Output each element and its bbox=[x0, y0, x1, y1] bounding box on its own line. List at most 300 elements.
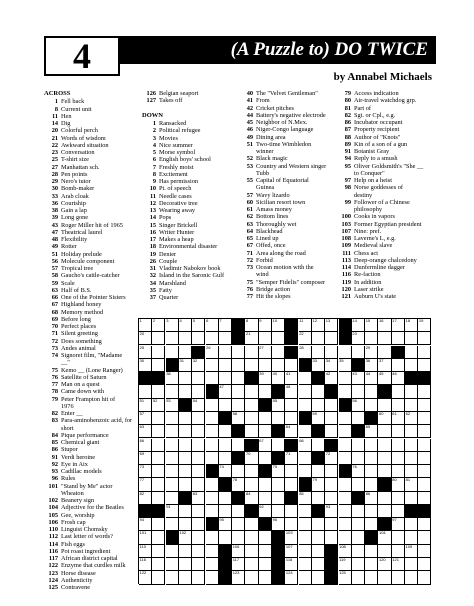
grid-cell[interactable] bbox=[378, 452, 391, 465]
grid-cell[interactable] bbox=[166, 372, 179, 385]
grid-cell[interactable] bbox=[152, 465, 165, 478]
grid-cell[interactable] bbox=[299, 346, 312, 359]
grid-cell[interactable] bbox=[299, 571, 312, 584]
grid-cell[interactable] bbox=[152, 346, 165, 359]
grid-cell[interactable] bbox=[179, 439, 192, 452]
grid-cell[interactable] bbox=[272, 505, 285, 518]
grid-cell[interactable] bbox=[232, 359, 245, 372]
grid-cell[interactable] bbox=[392, 385, 405, 398]
grid-cell[interactable] bbox=[219, 346, 232, 359]
grid-cell[interactable] bbox=[259, 346, 272, 359]
grid-cell[interactable] bbox=[365, 425, 378, 438]
grid-cell[interactable] bbox=[139, 359, 152, 372]
grid-cell[interactable] bbox=[139, 332, 152, 345]
grid-cell[interactable] bbox=[418, 425, 431, 438]
grid-cell[interactable] bbox=[206, 492, 219, 505]
grid-cell[interactable] bbox=[152, 399, 165, 412]
grid-cell[interactable] bbox=[206, 318, 222, 332]
grid-cell[interactable] bbox=[299, 385, 312, 398]
grid-cell[interactable] bbox=[418, 412, 431, 425]
grid-cell[interactable] bbox=[166, 425, 179, 438]
grid-cell[interactable] bbox=[325, 425, 338, 438]
grid-cell[interactable] bbox=[365, 332, 378, 345]
grid-cell[interactable] bbox=[299, 531, 312, 544]
grid-cell[interactable] bbox=[392, 465, 405, 478]
grid-cell[interactable] bbox=[405, 465, 418, 478]
grid-cell[interactable] bbox=[192, 478, 205, 491]
grid-cell[interactable] bbox=[272, 372, 285, 385]
grid-cell[interactable] bbox=[392, 558, 405, 571]
grid-cell[interactable] bbox=[272, 518, 285, 531]
grid-cell[interactable] bbox=[219, 439, 232, 452]
grid-cell[interactable] bbox=[405, 319, 418, 332]
grid-cell[interactable] bbox=[378, 359, 391, 372]
grid-cell[interactable] bbox=[312, 518, 325, 531]
grid-cell[interactable] bbox=[405, 425, 418, 438]
grid-cell[interactable] bbox=[206, 452, 219, 465]
grid-cell[interactable] bbox=[312, 412, 325, 425]
grid-cell[interactable] bbox=[285, 359, 298, 372]
grid-cell[interactable] bbox=[166, 452, 179, 465]
grid-cell[interactable] bbox=[405, 478, 418, 491]
grid-cell[interactable] bbox=[325, 465, 338, 478]
grid-cell[interactable] bbox=[392, 439, 405, 452]
grid-cell[interactable] bbox=[378, 372, 391, 385]
grid-cell[interactable] bbox=[192, 439, 205, 452]
grid-cell[interactable] bbox=[152, 571, 165, 584]
grid-cell[interactable] bbox=[206, 332, 219, 345]
grid-cell[interactable] bbox=[325, 452, 338, 465]
grid-cell[interactable] bbox=[339, 385, 352, 398]
grid-cell[interactable] bbox=[365, 518, 378, 531]
grid-cell[interactable] bbox=[166, 492, 179, 505]
grid-cell[interactable] bbox=[418, 385, 431, 398]
grid-cell[interactable] bbox=[232, 545, 245, 558]
grid-cell[interactable] bbox=[166, 318, 182, 332]
grid-cell[interactable] bbox=[272, 465, 285, 478]
grid-cell[interactable] bbox=[378, 545, 391, 558]
grid-cell[interactable] bbox=[192, 332, 205, 345]
grid-cell[interactable] bbox=[392, 571, 405, 584]
grid-cell[interactable] bbox=[206, 412, 219, 425]
grid-cell[interactable] bbox=[259, 412, 272, 425]
grid-cell[interactable] bbox=[152, 492, 165, 505]
grid-cell[interactable] bbox=[245, 412, 258, 425]
grid-cell[interactable] bbox=[285, 425, 298, 438]
grid-cell[interactable] bbox=[312, 346, 325, 359]
grid-cell[interactable] bbox=[312, 558, 325, 571]
grid-cell[interactable] bbox=[325, 492, 338, 505]
grid-cell[interactable] bbox=[299, 425, 312, 438]
grid-cell[interactable] bbox=[245, 452, 258, 465]
grid-cell[interactable] bbox=[152, 452, 165, 465]
grid-cell[interactable] bbox=[299, 439, 312, 452]
grid-cell[interactable] bbox=[179, 571, 192, 584]
grid-cell[interactable] bbox=[312, 478, 325, 491]
grid-cell[interactable] bbox=[152, 545, 165, 558]
grid-cell[interactable] bbox=[219, 372, 232, 385]
grid-cell[interactable] bbox=[179, 359, 192, 372]
grid-cell[interactable] bbox=[365, 571, 378, 584]
grid-cell[interactable] bbox=[219, 492, 232, 505]
grid-cell[interactable] bbox=[339, 412, 352, 425]
grid-cell[interactable] bbox=[312, 545, 325, 558]
grid-cell[interactable] bbox=[312, 399, 325, 412]
grid-cell[interactable] bbox=[139, 439, 152, 452]
grid-cell[interactable] bbox=[312, 531, 325, 544]
grid-cell[interactable] bbox=[192, 385, 205, 398]
grid-cell[interactable] bbox=[285, 558, 298, 571]
grid-cell[interactable] bbox=[418, 439, 431, 452]
grid-cell[interactable] bbox=[418, 492, 431, 505]
grid-cell[interactable] bbox=[259, 425, 272, 438]
grid-cell[interactable] bbox=[152, 558, 165, 571]
grid-cell[interactable] bbox=[325, 478, 338, 491]
grid-cell[interactable] bbox=[179, 558, 192, 571]
grid-cell[interactable] bbox=[378, 399, 391, 412]
grid-cell[interactable] bbox=[192, 452, 205, 465]
grid-cell[interactable] bbox=[272, 412, 285, 425]
grid-cell[interactable] bbox=[392, 425, 405, 438]
grid-cell[interactable] bbox=[312, 439, 325, 452]
grid-cell[interactable] bbox=[179, 505, 192, 518]
grid-cell[interactable] bbox=[152, 439, 165, 452]
grid-cell[interactable] bbox=[259, 545, 272, 558]
grid-cell[interactable] bbox=[192, 412, 205, 425]
grid-cell[interactable] bbox=[339, 518, 352, 531]
grid-cell[interactable] bbox=[272, 439, 285, 452]
grid-cell[interactable] bbox=[405, 359, 418, 372]
grid-cell[interactable] bbox=[166, 478, 179, 491]
grid-cell[interactable] bbox=[392, 319, 405, 332]
grid-cell[interactable] bbox=[139, 425, 152, 438]
grid-cell[interactable] bbox=[206, 571, 219, 584]
grid-cell[interactable] bbox=[166, 571, 179, 584]
grid-cell[interactable] bbox=[365, 558, 378, 571]
grid-cell[interactable] bbox=[219, 425, 232, 438]
grid-cell[interactable] bbox=[192, 518, 205, 531]
grid-cell[interactable] bbox=[219, 359, 232, 372]
grid-cell[interactable] bbox=[352, 439, 365, 452]
grid-cell[interactable] bbox=[418, 558, 431, 571]
grid-cell[interactable] bbox=[352, 465, 365, 478]
grid-cell[interactable] bbox=[405, 545, 418, 558]
grid-cell[interactable] bbox=[299, 399, 312, 412]
grid-cell[interactable] bbox=[312, 492, 325, 505]
grid-cell[interactable] bbox=[232, 465, 245, 478]
grid-cell[interactable] bbox=[232, 346, 245, 359]
grid-cell[interactable] bbox=[232, 505, 245, 518]
grid-cell[interactable] bbox=[378, 558, 391, 571]
grid-cell[interactable] bbox=[219, 518, 232, 531]
grid-cell[interactable] bbox=[245, 319, 258, 332]
grid-cell[interactable] bbox=[206, 478, 219, 491]
grid-cell[interactable] bbox=[272, 332, 285, 345]
grid-cell[interactable] bbox=[245, 359, 258, 372]
grid-cell[interactable] bbox=[272, 359, 285, 372]
grid-cell[interactable] bbox=[219, 319, 232, 332]
grid-cell[interactable] bbox=[192, 571, 205, 584]
grid-cell[interactable] bbox=[206, 346, 219, 359]
grid-cell[interactable] bbox=[259, 492, 272, 505]
grid-cell[interactable] bbox=[405, 492, 418, 505]
grid-cell[interactable] bbox=[352, 545, 365, 558]
grid-cell[interactable] bbox=[405, 346, 418, 359]
grid-cell[interactable] bbox=[378, 465, 391, 478]
grid-cell[interactable] bbox=[152, 478, 165, 491]
grid-cell[interactable] bbox=[139, 385, 152, 398]
grid-cell[interactable] bbox=[192, 505, 205, 518]
grid-cell[interactable] bbox=[352, 399, 365, 412]
grid-cell[interactable] bbox=[299, 465, 312, 478]
grid-cell[interactable] bbox=[206, 558, 219, 571]
grid-cell[interactable] bbox=[179, 478, 192, 491]
grid-cell[interactable] bbox=[339, 452, 352, 465]
grid-cell[interactable] bbox=[206, 372, 219, 385]
grid-cell[interactable] bbox=[192, 492, 205, 505]
grid-cell[interactable] bbox=[139, 518, 152, 531]
grid-cell[interactable] bbox=[179, 425, 192, 438]
grid-cell[interactable] bbox=[312, 359, 325, 372]
grid-cell[interactable] bbox=[166, 439, 179, 452]
grid-cell[interactable] bbox=[418, 531, 431, 544]
grid-cell[interactable] bbox=[245, 531, 258, 544]
grid-cell[interactable] bbox=[259, 372, 272, 385]
grid-cell[interactable] bbox=[405, 518, 418, 531]
grid-cell[interactable] bbox=[206, 399, 219, 412]
grid-cell[interactable] bbox=[339, 359, 352, 372]
grid-cell[interactable] bbox=[378, 531, 391, 544]
grid-cell[interactable] bbox=[206, 439, 219, 452]
grid-cell[interactable] bbox=[405, 571, 418, 584]
grid-cell[interactable] bbox=[365, 465, 378, 478]
grid-cell[interactable] bbox=[152, 332, 165, 345]
grid-cell[interactable] bbox=[245, 571, 258, 584]
grid-cell[interactable] bbox=[179, 531, 192, 544]
grid-cell[interactable] bbox=[179, 372, 192, 385]
grid-cell[interactable] bbox=[285, 478, 298, 491]
grid-cell[interactable] bbox=[272, 399, 285, 412]
grid-cell[interactable] bbox=[139, 399, 152, 412]
grid-cell[interactable] bbox=[352, 518, 365, 531]
grid-cell[interactable] bbox=[152, 385, 165, 398]
grid-cell[interactable] bbox=[325, 332, 338, 345]
grid-cell[interactable] bbox=[325, 531, 338, 544]
grid-cell[interactable] bbox=[325, 505, 338, 518]
grid-cell[interactable] bbox=[365, 545, 378, 558]
grid-cell[interactable] bbox=[285, 571, 298, 584]
grid-cell[interactable] bbox=[139, 478, 152, 491]
grid-cell[interactable] bbox=[259, 505, 272, 518]
grid-cell[interactable] bbox=[285, 505, 298, 518]
grid-cell[interactable] bbox=[245, 399, 258, 412]
grid-cell[interactable] bbox=[378, 439, 391, 452]
grid-cell[interactable] bbox=[219, 531, 232, 544]
grid-cell[interactable] bbox=[232, 412, 245, 425]
grid-cell[interactable] bbox=[192, 319, 205, 332]
grid-cell[interactable] bbox=[206, 425, 219, 438]
grid-cell[interactable] bbox=[232, 385, 245, 398]
grid-cell[interactable] bbox=[325, 518, 338, 531]
grid-cell[interactable] bbox=[232, 372, 245, 385]
grid-cell[interactable] bbox=[378, 425, 391, 438]
grid-cell[interactable] bbox=[152, 359, 165, 372]
grid-cell[interactable] bbox=[405, 399, 418, 412]
grid-cell[interactable] bbox=[392, 518, 405, 531]
grid-cell[interactable] bbox=[139, 492, 152, 505]
grid-cell[interactable] bbox=[179, 319, 192, 332]
grid-cell[interactable] bbox=[192, 425, 205, 438]
grid-cell[interactable] bbox=[259, 452, 272, 465]
grid-cell[interactable] bbox=[378, 571, 391, 584]
grid-cell[interactable] bbox=[152, 518, 165, 531]
grid-cell[interactable] bbox=[392, 478, 405, 491]
grid-cell[interactable] bbox=[139, 545, 152, 558]
grid-cell[interactable] bbox=[206, 531, 219, 544]
grid-cell[interactable] bbox=[245, 346, 258, 359]
grid-cell[interactable] bbox=[285, 531, 298, 544]
grid-cell[interactable] bbox=[166, 385, 179, 398]
grid-cell[interactable] bbox=[139, 571, 152, 584]
grid-cell[interactable] bbox=[259, 531, 272, 544]
grid-cell[interactable] bbox=[418, 465, 431, 478]
grid-cell[interactable] bbox=[392, 332, 405, 345]
grid-cell[interactable] bbox=[299, 558, 312, 571]
grid-cell[interactable] bbox=[259, 478, 272, 491]
grid-cell[interactable] bbox=[139, 558, 152, 571]
grid-cell[interactable] bbox=[325, 319, 338, 332]
grid-cell[interactable] bbox=[378, 505, 391, 518]
grid-cell[interactable] bbox=[365, 478, 378, 491]
grid-cell[interactable] bbox=[325, 412, 338, 425]
grid-cell[interactable] bbox=[365, 319, 378, 332]
grid-cell[interactable] bbox=[352, 452, 365, 465]
grid-cell[interactable] bbox=[378, 346, 391, 359]
grid-cell[interactable] bbox=[219, 399, 232, 412]
grid-cell[interactable] bbox=[179, 452, 192, 465]
grid-cell[interactable] bbox=[365, 505, 378, 518]
grid-cell[interactable] bbox=[179, 346, 192, 359]
grid-cell[interactable] bbox=[245, 465, 258, 478]
grid-cell[interactable] bbox=[179, 412, 192, 425]
grid-cell[interactable] bbox=[418, 399, 431, 412]
grid-cell[interactable] bbox=[392, 372, 405, 385]
grid-cell[interactable] bbox=[192, 372, 205, 385]
grid-cell[interactable] bbox=[352, 332, 365, 345]
grid-cell[interactable] bbox=[285, 412, 298, 425]
grid-cell[interactable] bbox=[352, 319, 365, 332]
grid-cell[interactable] bbox=[339, 439, 352, 452]
grid-cell[interactable] bbox=[272, 319, 285, 332]
grid-cell[interactable] bbox=[352, 412, 365, 425]
grid-cell[interactable] bbox=[405, 531, 418, 544]
grid-cell[interactable] bbox=[206, 545, 219, 558]
grid-cell[interactable] bbox=[365, 492, 378, 505]
grid-cell[interactable] bbox=[392, 412, 405, 425]
grid-cell[interactable] bbox=[312, 385, 325, 398]
grid-cell[interactable] bbox=[192, 359, 205, 372]
grid-cell[interactable] bbox=[245, 385, 258, 398]
grid-cell[interactable] bbox=[378, 319, 391, 332]
grid-cell[interactable] bbox=[352, 346, 365, 359]
grid-cell[interactable] bbox=[139, 452, 152, 465]
grid-cell[interactable] bbox=[206, 505, 219, 518]
grid-cell[interactable] bbox=[179, 465, 192, 478]
grid-cell[interactable] bbox=[219, 505, 232, 518]
grid-cell[interactable] bbox=[285, 545, 298, 558]
grid-cell[interactable] bbox=[232, 518, 245, 531]
grid-cell[interactable] bbox=[166, 558, 179, 571]
grid-cell[interactable] bbox=[299, 545, 312, 558]
grid-cell[interactable] bbox=[299, 332, 312, 345]
grid-cell[interactable] bbox=[245, 545, 258, 558]
grid-cell[interactable] bbox=[152, 412, 165, 425]
grid-cell[interactable] bbox=[272, 478, 285, 491]
grid-cell[interactable] bbox=[352, 478, 365, 491]
grid-cell[interactable] bbox=[179, 518, 192, 531]
grid-cell[interactable] bbox=[339, 505, 352, 518]
grid-cell[interactable] bbox=[245, 425, 258, 438]
grid-cell[interactable] bbox=[405, 558, 418, 571]
grid-cell[interactable] bbox=[272, 492, 285, 505]
grid-cell[interactable] bbox=[232, 531, 245, 544]
grid-cell[interactable] bbox=[339, 372, 352, 385]
grid-cell[interactable] bbox=[192, 531, 205, 544]
grid-cell[interactable] bbox=[259, 439, 272, 452]
grid-cell[interactable] bbox=[392, 452, 405, 465]
grid-cell[interactable] bbox=[285, 385, 298, 398]
grid-cell[interactable] bbox=[179, 545, 192, 558]
grid-cell[interactable] bbox=[352, 505, 365, 518]
grid-cell[interactable] bbox=[405, 439, 418, 452]
grid-cell[interactable] bbox=[192, 558, 205, 571]
grid-cell[interactable] bbox=[339, 558, 352, 571]
grid-cell[interactable] bbox=[166, 399, 179, 412]
grid-cell[interactable] bbox=[192, 545, 205, 558]
grid-cell[interactable] bbox=[139, 346, 152, 359]
grid-cell[interactable] bbox=[152, 531, 165, 544]
grid-cell[interactable] bbox=[352, 558, 365, 571]
grid-cell[interactable] bbox=[405, 452, 418, 465]
grid-cell[interactable] bbox=[378, 412, 391, 425]
grid-cell[interactable] bbox=[299, 372, 312, 385]
grid-cell[interactable] bbox=[299, 518, 312, 531]
grid-cell[interactable] bbox=[352, 571, 365, 584]
grid-cell[interactable] bbox=[285, 518, 298, 531]
grid-cell[interactable] bbox=[232, 399, 245, 412]
grid-cell[interactable] bbox=[365, 385, 378, 398]
grid-cell[interactable] bbox=[192, 465, 205, 478]
grid-cell[interactable] bbox=[232, 571, 245, 584]
grid-cell[interactable] bbox=[259, 571, 272, 584]
grid-cell[interactable] bbox=[272, 346, 285, 359]
grid-cell[interactable] bbox=[365, 439, 378, 452]
grid-cell[interactable] bbox=[139, 412, 152, 425]
grid-cell[interactable] bbox=[259, 385, 272, 398]
grid-cell[interactable] bbox=[339, 425, 352, 438]
grid-cell[interactable] bbox=[392, 505, 405, 518]
grid-cell[interactable] bbox=[325, 346, 338, 359]
grid-cell[interactable] bbox=[179, 385, 192, 398]
grid-cell[interactable] bbox=[285, 452, 298, 465]
grid-cell[interactable] bbox=[392, 545, 405, 558]
grid-cell[interactable] bbox=[418, 518, 431, 531]
grid-cell[interactable] bbox=[139, 531, 152, 544]
grid-cell[interactable] bbox=[312, 319, 325, 332]
grid-cell[interactable] bbox=[418, 452, 431, 465]
grid-cell[interactable] bbox=[259, 319, 272, 332]
grid-cell[interactable] bbox=[152, 319, 165, 332]
